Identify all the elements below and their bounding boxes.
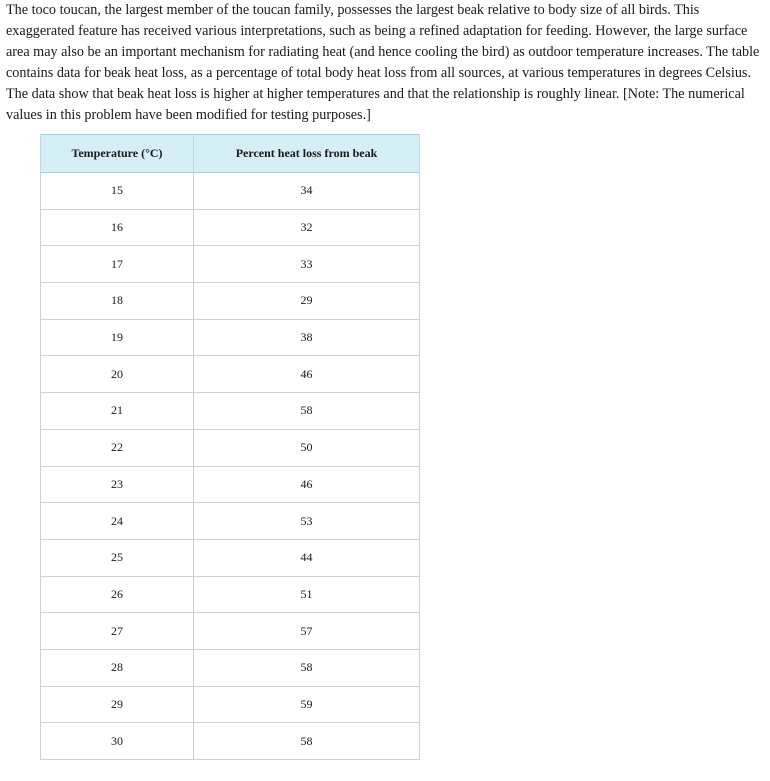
heat-loss-cell: 59	[194, 686, 420, 723]
table-row	[41, 173, 420, 210]
temperature-cell: 16	[41, 209, 194, 246]
table-row	[41, 613, 420, 650]
temperature-cell: 22	[41, 429, 194, 466]
temperature-cell: 24	[41, 503, 194, 540]
heat-loss-cell: 51	[194, 576, 420, 613]
heat-loss-column-header: Percent heat loss from beak	[194, 135, 420, 173]
table-row	[41, 319, 420, 356]
heat-loss-cell: 38	[194, 319, 420, 356]
temperature-cell: 30	[41, 723, 194, 760]
table-row	[41, 576, 420, 613]
temperature-cell: 17	[41, 246, 194, 283]
heat-loss-cell: 46	[194, 356, 420, 393]
temperature-cell: 15	[41, 173, 194, 210]
temperature-cell: 23	[41, 466, 194, 503]
table-row	[41, 503, 420, 540]
table-body	[41, 173, 420, 760]
problem-statement: The toco toucan, the largest member of the toucan family, possesses the largest beak relative to body size of all birds. This exaggerated feature has received various interpretations, such as being a refined adaptation for feeding. However, the large surface area may also be an important mechanism for radiating heat (and hence cooling the bird) as outdoor temperature increases. The table contains data for beak heat loss, as a percentage of total body heat loss from all sources, at various temperatures in degrees Celsius. The data show that beak heat loss is higher at higher temperatures and that the relationship is roughly linear. [Note: The numerical values in this problem have been modified for testing purposes.]	[6, 2, 760, 123]
table-row	[41, 429, 420, 466]
table-row	[41, 723, 420, 760]
temperature-cell: 21	[41, 393, 194, 430]
table-header-row	[41, 135, 420, 173]
table-row	[41, 539, 420, 576]
temperature-cell: 19	[41, 319, 194, 356]
heat-loss-cell: 46	[194, 466, 420, 503]
table-row	[41, 466, 420, 503]
temperature-cell: 29	[41, 686, 194, 723]
table-row	[41, 649, 420, 686]
table-row	[41, 209, 420, 246]
table-row	[41, 686, 420, 723]
temperature-cell: 20	[41, 356, 194, 393]
table-row	[41, 283, 420, 320]
temperature-column-header: Temperature (°C)	[41, 135, 194, 173]
temperature-cell: 25	[41, 539, 194, 576]
temperature-cell: 28	[41, 649, 194, 686]
table-row	[41, 246, 420, 283]
heat-loss-cell: 57	[194, 613, 420, 650]
temperature-cell: 18	[41, 283, 194, 320]
heat-loss-cell: 58	[194, 393, 420, 430]
heat-loss-cell: 44	[194, 539, 420, 576]
heat-loss-cell: 34	[194, 173, 420, 210]
heat-loss-cell: 33	[194, 246, 420, 283]
heat-loss-cell: 53	[194, 503, 420, 540]
table-row	[41, 356, 420, 393]
heat-loss-cell: 50	[194, 429, 420, 466]
table-row	[41, 393, 420, 430]
temperature-cell: 27	[41, 613, 194, 650]
heat-loss-cell: 29	[194, 283, 420, 320]
heat-loss-cell: 32	[194, 209, 420, 246]
heat-loss-cell: 58	[194, 649, 420, 686]
temperature-cell: 26	[41, 576, 194, 613]
heat-loss-cell: 58	[194, 723, 420, 760]
heat-loss-table	[40, 134, 420, 760]
